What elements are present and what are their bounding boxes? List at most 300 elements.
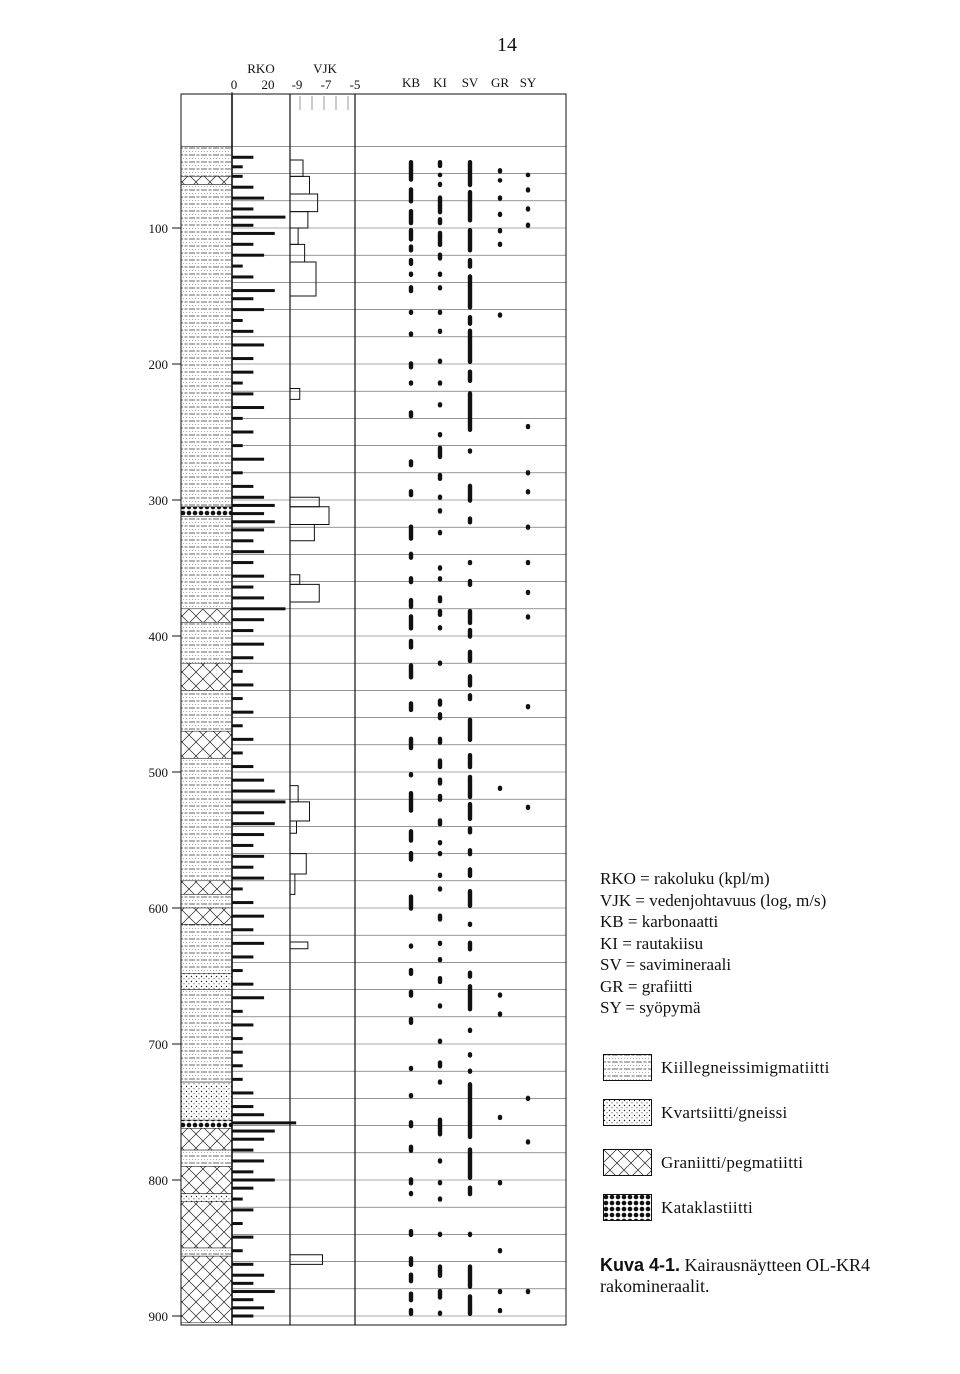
rko-bar [232, 822, 275, 825]
rko-bar [232, 1037, 243, 1040]
legend-abbr-ki: KI = rautakiisu [600, 933, 704, 953]
caption-text: Kairausnäytteen OL-KR4 rakomineraalit. [600, 1255, 870, 1296]
mineral-ki-interval [438, 712, 442, 720]
rko-bar [232, 1222, 243, 1225]
mineral-sy-interval [526, 524, 530, 529]
vjk-step [290, 874, 295, 894]
mineral-sv-interval [468, 258, 472, 269]
vjk-step [290, 1255, 323, 1265]
mineral-kb-interval [409, 990, 413, 998]
rko-bar [232, 670, 243, 673]
mineral-kb-interval [409, 639, 413, 650]
rko-bar [232, 607, 285, 610]
rko-bar [232, 197, 264, 200]
lithology-interval [181, 1120, 232, 1128]
mineral-ki-interval [438, 182, 442, 187]
rko-bar [232, 224, 253, 227]
mineral-kb-interval [409, 410, 413, 418]
rko-bar [232, 1078, 243, 1081]
rko-bar [232, 765, 253, 768]
rko-bar [232, 1138, 264, 1141]
mineral-sy-interval [526, 1289, 530, 1294]
rko-bar [232, 254, 264, 257]
mineral-column-header-sv: SV [461, 75, 479, 90]
rko-bar [232, 175, 243, 178]
vjk-step [290, 388, 300, 399]
column-headers [231, 61, 537, 92]
lithology-interval [181, 184, 232, 506]
rko-tick-label: 0 [230, 77, 238, 92]
rko-bar [232, 1290, 275, 1293]
mineral-sv-interval [468, 391, 472, 432]
rko-bar [232, 382, 243, 385]
rko-fracture-bars [232, 156, 296, 1318]
mineral-ki-interval [438, 217, 442, 225]
rko-bar [232, 512, 264, 515]
rko-bar [232, 1187, 253, 1190]
mineral-kb-interval [409, 459, 413, 467]
mineral-ki-interval [438, 1117, 442, 1136]
mineral-sy-interval [526, 489, 530, 494]
rko-bar [232, 330, 253, 333]
rko-bar [232, 790, 275, 793]
rko-bar [232, 550, 264, 553]
rko-bar [232, 243, 253, 246]
mineral-sy-interval [526, 470, 530, 475]
mineral-kb-interval [409, 737, 413, 751]
mineral-sv-interval [468, 971, 472, 979]
rko-bar [232, 1023, 253, 1026]
rock-legend-label: Kiillegneissimigmatiitti [661, 1058, 830, 1077]
mineral-gr-interval [498, 228, 502, 233]
mineral-sv-interval [468, 329, 472, 364]
mineral-ki-interval [438, 660, 442, 665]
mineral-sv-interval [468, 650, 472, 664]
mineral-sv-interval [468, 579, 472, 587]
mineral-sy-interval [526, 805, 530, 810]
mineral-gr-interval [498, 1248, 502, 1253]
rko-bar [232, 887, 243, 890]
mineral-ki-interval [438, 285, 442, 290]
rko-bar [232, 343, 264, 346]
mineral-ki-interval [438, 1196, 442, 1201]
rko-bar [232, 1159, 264, 1162]
rko-bar [232, 844, 253, 847]
mineral-kb-interval [409, 310, 413, 315]
mineral-sy-interval [526, 704, 530, 709]
mineral-sv-interval [468, 1147, 472, 1180]
rko-bar [232, 724, 243, 727]
rko-bar [232, 928, 253, 931]
lithology-interval [181, 1128, 232, 1150]
mineral-ki-interval [438, 310, 442, 315]
mineral-ki-interval [438, 1232, 442, 1237]
depth-tick-label: 400 [148, 629, 168, 644]
rko-bar [232, 1105, 253, 1108]
mineral-column-header-kb: KB [401, 75, 421, 90]
vjk-step [290, 507, 329, 525]
depth-axis [149, 221, 182, 1324]
mineral-kb-interval [409, 228, 413, 242]
rko-bar [232, 186, 253, 189]
lithology-interval [181, 663, 232, 690]
lithology-interval [181, 176, 232, 184]
mineral-sv-interval [468, 1082, 472, 1139]
mineral-ki-interval [438, 1079, 442, 1084]
mineral-ki-interval [438, 446, 442, 460]
mineral-ki-interval [438, 508, 442, 513]
legend-abbr-kb: KB = karbonaatti [600, 912, 719, 931]
mineral-sv-interval [468, 190, 472, 223]
rko-bar [232, 357, 253, 360]
mineral-kb-interval [409, 361, 413, 369]
mineral-kb-interval [409, 489, 413, 497]
mineral-sv-interval [468, 160, 472, 187]
mineral-kb-interval [409, 331, 413, 336]
rko-bar [232, 618, 264, 621]
rko-bar [232, 629, 253, 632]
mineral-ki-dot [438, 173, 443, 178]
rko-bar [232, 683, 253, 686]
depth-tick-label: 200 [148, 357, 168, 372]
mineral-sv-interval [468, 826, 472, 834]
rko-bar [232, 561, 253, 564]
mineral-ki-interval [438, 777, 442, 785]
rko-bar [232, 1113, 264, 1116]
vjk-step [290, 854, 306, 874]
mineral-kb-interval [409, 1292, 413, 1303]
mineral-gr-interval [498, 168, 502, 173]
rko-bar [232, 496, 264, 499]
mineral-sv-interval [468, 1294, 472, 1316]
rko-bar [232, 1274, 264, 1277]
mineral-sv-interval [468, 315, 472, 326]
page-number: 14 [497, 34, 517, 56]
mineral-ki-interval [438, 737, 442, 745]
vjk-step [290, 575, 300, 585]
lithology-interval [181, 1202, 232, 1248]
mineral-kb-interval [409, 209, 413, 225]
mineral-ki-interval [438, 1158, 442, 1163]
mineral-ki-interval [438, 886, 442, 891]
mineral-sv-interval [468, 516, 472, 524]
mineral-sv-interval [468, 628, 472, 639]
rko-bar [232, 751, 243, 754]
mineral-ki-interval [438, 195, 442, 214]
rko-bar [232, 1051, 243, 1054]
rko-bar [232, 866, 253, 869]
mineral-gr-interval [498, 992, 502, 997]
rko-bar [232, 1315, 253, 1318]
vjk-step [290, 942, 308, 949]
mineral-ki-interval [438, 1311, 442, 1316]
mineral-kb-interval [409, 285, 413, 293]
mineral-ki-interval [438, 913, 442, 921]
lithology-interval [181, 507, 232, 517]
depth-tick-label: 100 [148, 221, 168, 236]
vjk-step [290, 262, 316, 296]
vjk-step [290, 194, 318, 212]
mineral-ki-interval [438, 609, 442, 617]
rko-bar [232, 431, 253, 434]
rko-bar [232, 528, 264, 531]
mineral-ki-interval [438, 495, 442, 500]
lithology-interval [181, 1166, 232, 1193]
mineral-kb-interval [409, 598, 413, 609]
lithology-interval [181, 908, 232, 924]
mineral-sv-interval [468, 1052, 472, 1057]
rko-bar [232, 697, 243, 700]
rko-bar [232, 406, 264, 409]
mineral-sv-interval [468, 848, 472, 856]
vjk-step [290, 584, 319, 602]
rko-bar [232, 1249, 243, 1252]
rko-bar [232, 1121, 296, 1124]
rko-bar [232, 1130, 275, 1133]
kvartsi-swatch [603, 1099, 653, 1127]
mineral-kb-interval [409, 380, 413, 385]
vjk-tick-label: -9 [291, 77, 303, 92]
mineral-gr-interval [498, 1308, 502, 1313]
mineral-column-header-sy: SY [519, 75, 537, 90]
mineral-ki-interval [438, 1039, 442, 1044]
mineral-ki-interval [438, 1060, 442, 1068]
mineral-kb-interval [409, 272, 413, 277]
rko-bar [232, 942, 264, 945]
mineral-kb-interval [409, 829, 413, 843]
rko-bar [232, 901, 253, 904]
mineral-ki-interval [438, 1003, 442, 1008]
legend-abbr-gr: GR = grafiitti [600, 976, 693, 996]
mineral-sv-interval [468, 609, 472, 625]
mineral-gr-interval [498, 1011, 502, 1016]
lithology-interval [181, 609, 232, 623]
mineral-kb-interval [409, 968, 413, 976]
mineral-kb-interval [409, 791, 413, 813]
mineral-kb-interval [409, 701, 413, 712]
caption-label: Kuva 4-1. [600, 1255, 681, 1275]
mineral-ki-interval [438, 402, 442, 407]
mineral-ki-interval [438, 231, 442, 247]
mineral-sv-interval [468, 941, 472, 952]
mineral-kb-interval [409, 1017, 413, 1025]
figure-caption [600, 1255, 900, 1297]
mineral-ki-interval [438, 1289, 442, 1300]
mineral-ki-interval [438, 432, 442, 437]
rko-bar [232, 1282, 253, 1285]
mineral-ki-interval [438, 818, 442, 826]
rko-bar [232, 738, 253, 741]
mineral-ki-interval [438, 272, 442, 277]
graniitti-swatch [603, 1149, 653, 1177]
mineral-gr-interval [498, 195, 502, 200]
mineral-sv-interval [468, 1264, 472, 1288]
mineral-sv-interval [468, 922, 472, 927]
lithology-interval [181, 1194, 232, 1202]
mineral-column-header-ki: KI [433, 75, 447, 90]
rko-bar [232, 308, 264, 311]
vjk-step [290, 244, 305, 262]
mineral-kb-interval [409, 894, 413, 910]
mineral-kb-interval [409, 258, 413, 266]
rko-bar [232, 444, 243, 447]
kataklastiitti-swatch [603, 1194, 653, 1222]
mineral-ki-interval [438, 1264, 442, 1278]
vjk-step [290, 212, 308, 228]
lithology-interval [181, 622, 232, 663]
mineral-sv-interval [468, 775, 472, 799]
rko-bar [232, 996, 264, 999]
mineral-gr-interval [498, 786, 502, 791]
mineral-ki-interval [438, 851, 442, 856]
rko-bar [232, 485, 253, 488]
mineral-sy-interval [526, 1139, 530, 1144]
mineral-sv-interval [468, 1185, 472, 1196]
rko-bar [232, 586, 253, 589]
rko-bar [232, 265, 243, 268]
rko-bar [232, 1263, 253, 1266]
vjk-tick-label: -7 [320, 77, 332, 92]
rko-bar [232, 297, 253, 300]
rko-bar [232, 520, 275, 523]
mineral-ki-interval [438, 941, 442, 946]
lithology-interval [181, 973, 232, 989]
kiille-swatch [603, 1054, 653, 1082]
mineral-sy-interval [526, 560, 530, 565]
mineral-gr-interval [498, 1289, 502, 1294]
rko-bar [232, 877, 264, 880]
vjk-step [290, 176, 310, 194]
lithology-interval [181, 894, 232, 908]
legend-abbr-vjk: VJK = vedenjohtavuus (log, m/s) [600, 890, 827, 910]
mineral-kb-interval [409, 1177, 413, 1185]
depth-tick-label: 700 [148, 1037, 168, 1052]
rko-bar [232, 1198, 243, 1201]
mineral-ki-interval [438, 1180, 442, 1185]
depth-tick-label: 800 [148, 1173, 168, 1188]
rko-bar [232, 319, 243, 322]
mineral-gr-dot [498, 178, 503, 183]
rko-bar [232, 811, 264, 814]
rko-bar [232, 1208, 253, 1211]
mineral-ki-interval [438, 699, 442, 707]
mineral-gr-interval [498, 1180, 502, 1185]
mineral-ki-interval [438, 530, 442, 535]
rock-legend-label: Kvartsiitti/gneissi [661, 1103, 788, 1122]
rko-bar [232, 1179, 275, 1182]
rko-bar [232, 1298, 253, 1301]
rko-bar [232, 983, 253, 986]
abbreviation-legend [600, 868, 826, 1019]
rko-bar [232, 833, 264, 836]
mineral-sv-interval [468, 693, 472, 701]
lithology-interval [181, 1256, 232, 1323]
mineral-sy-interval [526, 590, 530, 595]
mineral-kb-interval [409, 851, 413, 862]
rko-bar [232, 471, 243, 474]
mineral-sv-interval [468, 1028, 472, 1033]
mineral-sv-interval [468, 674, 472, 688]
mineral-kb-interval [409, 663, 413, 679]
lithology-interval [181, 731, 232, 758]
rko-tick-label: 20 [261, 77, 275, 92]
mineral-ki-interval [438, 625, 442, 630]
mineral-sv-interval [468, 274, 472, 309]
rko-bar [232, 1306, 264, 1309]
rko-bar [232, 1091, 253, 1094]
mineral-sv-interval [468, 984, 472, 1011]
vjk-step [290, 228, 298, 244]
legend-abbr-rko: RKO = rakoluku (kpl/m) [600, 869, 770, 888]
depth-tick-label: 600 [148, 901, 168, 916]
mineral-sy-interval [526, 614, 530, 619]
mineral-kb-interval [409, 1191, 413, 1196]
mineral-sy-interval [526, 1096, 530, 1101]
legend-abbr-sy: SY = syöpymä [600, 998, 701, 1017]
mineral-kb-interval [409, 943, 413, 948]
rko-bar [232, 1149, 253, 1152]
mineral-sy-dot [526, 173, 531, 178]
mineral-sv-interval [468, 802, 472, 821]
depth-tick-label: 900 [148, 1309, 168, 1324]
lithology-interval [181, 990, 232, 1082]
rko-bar [232, 915, 264, 918]
rko-bar [232, 656, 253, 659]
lithology-interval [181, 146, 232, 176]
rko-header: RKO [247, 61, 275, 76]
mineral-kb-interval [409, 524, 413, 540]
lithology-interval [181, 758, 232, 880]
lithology-column [181, 146, 232, 1322]
mineral-ki-interval [438, 565, 442, 570]
mineral-ki-interval [438, 576, 442, 581]
lithology-interval [181, 924, 232, 973]
mineral-sy-interval [526, 206, 530, 211]
mineral-kb-interval [409, 1066, 413, 1071]
mineral-ki-interval [438, 873, 442, 878]
mineral-kb-interval [409, 1256, 413, 1267]
rko-bar [232, 371, 253, 374]
lithology-interval [181, 1248, 232, 1256]
mineral-ki-interval [438, 758, 442, 769]
mineral-sv-interval [468, 1232, 472, 1237]
mineral-kb-interval [409, 1145, 413, 1153]
mineral-sv-interval [468, 369, 472, 383]
lithology-interval [181, 881, 232, 895]
lithology-interval [181, 516, 232, 608]
mineral-sv-interval [468, 867, 472, 878]
mineral-sv-interval [468, 448, 472, 453]
mineral-ki-interval [438, 359, 442, 364]
vjk-tick-label: -5 [349, 77, 361, 92]
depth-tick-label: 500 [148, 765, 168, 780]
rko-bar [232, 392, 253, 395]
mineral-kb-interval [409, 576, 413, 584]
mineral-kb-interval [409, 1272, 413, 1283]
mineral-gr-interval [498, 1115, 502, 1120]
rock-legend-label: Kataklastiitti [661, 1198, 754, 1217]
rock-legend-label: Graniitti/pegmatiitti [661, 1153, 804, 1172]
rko-bar [232, 955, 253, 958]
rko-bar [232, 275, 253, 278]
mineral-sv-interval [468, 1068, 472, 1073]
mineral-ki-interval [438, 976, 442, 984]
mineral-ki-interval [438, 329, 442, 334]
mineral-kb-interval [409, 160, 413, 182]
rko-bar [232, 643, 264, 646]
rko-bar [232, 575, 264, 578]
mineral-gr-interval [498, 242, 502, 247]
